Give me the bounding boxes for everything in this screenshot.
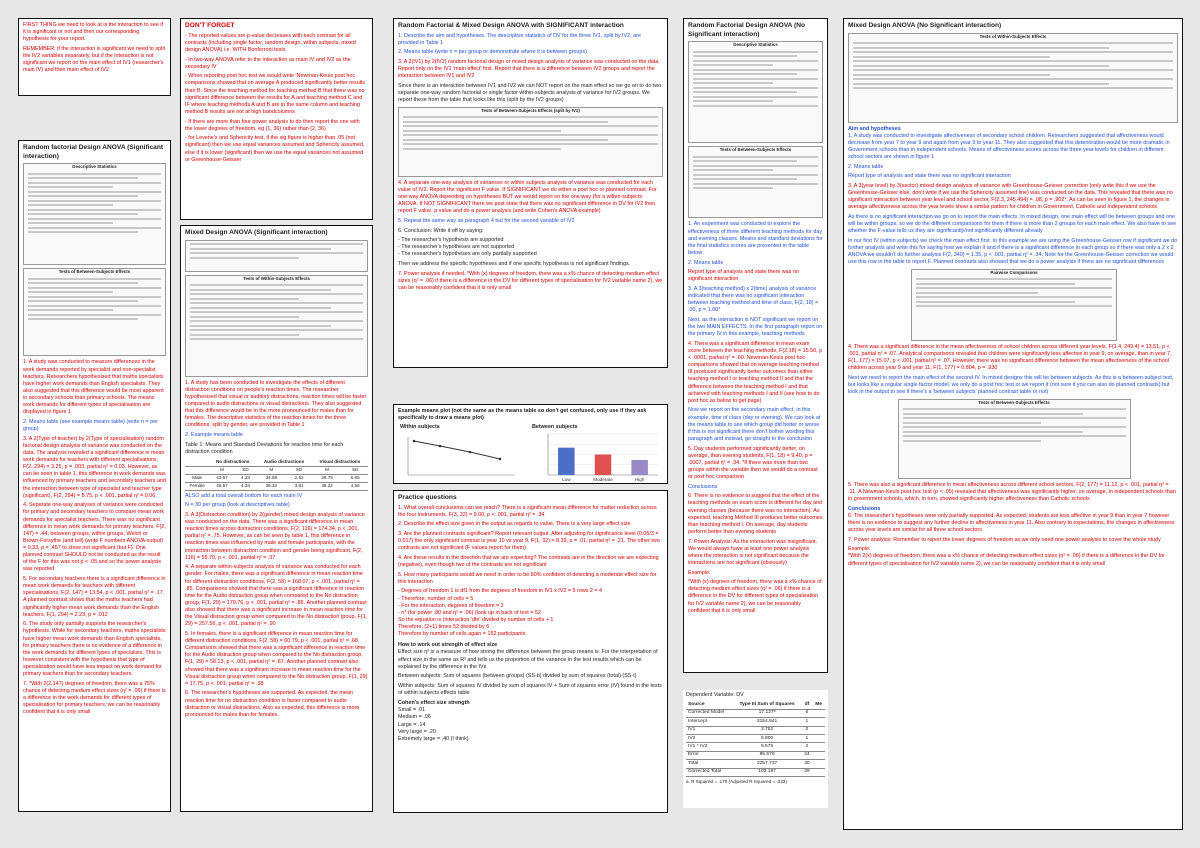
table-row: [686, 743, 825, 751]
col4-point: 1. An experiment was conducted to explore the effectiveness of three different teaching methods for day and evening classes. Means and standard deviations for the final statistics scores are presented in the table below: [688, 221, 823, 256]
means-cell: 36.32: [256, 482, 286, 490]
cohen-item: Very large = .20: [398, 728, 436, 735]
line-point: [413, 440, 416, 443]
spss-cell: 103.187: [733, 768, 802, 776]
spss-cell: [812, 735, 825, 743]
means-table-header: [185, 458, 209, 466]
col5-para1: As there is no significant interaction we go on to report the main effects. In mixed design, one main effect will be between groups and one will be within groups, so we do the different comparisons for them if there is more than 2 groups for each main effect. We also have to see whether the F-value tells us they are significantly/not significantly different already: [848, 214, 1177, 235]
effect-size-text: Effect size η² is a measure of how strong the difference between the group means is. For the interpretation of effect size in the same as R² and tells us the proportion of the variance in the test results which can be explained by the difference in the IVs: [398, 649, 658, 670]
col5-para3: 5. There was also a significant difference in mean affectiveness across different school sectors, F(2, 177) = 11.12, p < .001, partial η² = .11. A Newman-Keuls post-hoc test (p < .05) revealed that affectiveness was significantly higher, on average, in independent schools than in government schools, which, in turn, showed significantly higher affectiveness than Catholic schools: [848, 481, 1176, 503]
power-text: 7. Power analysis: Remember to report the lower degrees of freedom as we only need one power analysis to cover the whole study: [848, 536, 1161, 543]
col5-para2: 4. There was a significant difference in the mean affectiveness of school children across different year levels, F(1.4, 249.4) = 13.51, p < .001, partial η² = .07. Analytical comparisons revealed that children were significantly less affective in year 9, on average, than in year 7, F(1, 177) = 15.07, p < .001, partial η² = .07. However, there was no significant difference between the mean affectiveness of the school children across year 9 and year 11, F(1, 177) = 0.804, p = .930: [848, 343, 1172, 372]
cohen-item: Extremely large = .40 (I think): [398, 735, 469, 742]
means-cell: 43.57: [209, 474, 235, 482]
table-row: [686, 768, 825, 776]
means-table-subheader: SD: [235, 466, 256, 474]
col2-mixed-design-box: [180, 225, 373, 812]
dont-forget-item: - When reporting post hoc test we would write 'Newman-Keuls post hoc comparisons showed that on average A produced significantly better results than B. Since the teaching method for teaching method B that there was no significant difference between the results for A and teaching method C and IF where teaching methods A and B are in the same column and teaching method B results are not at high bandcolumns: [185, 73, 366, 115]
spss-cell: [812, 726, 825, 734]
col5-mixed-no-sig-box: [843, 18, 1183, 830]
spss-cell: 2: [801, 743, 812, 751]
col4-point: Now we report on the secondary main effect, in this example, time of class (day or evening). We can look at the means table to see which group did better or worse if this is not significant there don't bother wording this paragraph and instead, go straight to the conclusion: [688, 407, 821, 442]
line-series: [414, 441, 500, 459]
between-subjects-bar-chart: [532, 431, 662, 483]
col2-after-2: N = 30 per group (look at descriptives table): [185, 502, 290, 509]
spss-cell: IV1: [686, 726, 733, 734]
dont-forget-item: - The reported values are p-value decreases with each contrast for all contrasts (including single factor, random design, within subjects, mixed design ANOVA) i.e. WITH Bonferroni tests: [185, 32, 356, 53]
spss-cell: 6.800: [733, 735, 802, 743]
spss-cell: Error: [686, 751, 733, 759]
spss-output-table: Pairwise Comparisons: [911, 269, 1118, 341]
col4-point: 5. Day students performed significantly better, on average, than evening students, F(1, 18) = 9.40, p = .0007, partial η² = .34. *If there was more than two groups within the variable then we would do a contrast or post hoc comparison: [688, 445, 818, 481]
practice-line: Therefore, (2+1) times 52 divided by 6: [398, 624, 490, 631]
means-cell: 3.81: [286, 482, 311, 490]
spss-header: df: [801, 701, 812, 709]
col2-after-1: ALSO add a total overall bottom for each main IV: [185, 492, 303, 499]
table-row: [686, 735, 825, 743]
col1-random-factorial-box: [18, 140, 171, 812]
spss-cell: 17.127ᵃ: [733, 709, 802, 717]
means-cell: 2.52: [286, 474, 311, 482]
practice-line: - Degrees of freedom 1 is df1 from the degrees of freedom in IV1 x IV2 = 5 rows 2 = 4: [398, 588, 603, 595]
col3-tail-1: 4. A separate one-way analysis of variances or within subjects analysis of variance was conducted for each value of IV2. Report the significant F value. If SIGNIFICANT we do either a post hoc or planned contrast. For one-way ANOVA depending on hypotheses BUT we would report on the one-way (for a within-subjects ANOVA. If NOT SIGNIFICANT there we post state that there was no significant difference in DV for IV2 then report F value, p value and do a power analysis (and write Cohen's ANOVA example): [398, 179, 657, 215]
spss-cell: IV1 * IV2: [686, 743, 733, 751]
spss-cell: [812, 768, 825, 776]
col4-no-sig-box: [683, 18, 828, 673]
practice-line: - Therefore, number of cells = 5: [398, 595, 474, 602]
col4-point: Report type of analysis and state there was no significant interaction: [688, 269, 799, 283]
means-table-subheader: SD: [342, 466, 368, 474]
spss-cell: 1: [801, 735, 812, 743]
means-cell: 38.22: [312, 482, 343, 490]
col3-tail-6: - The researcher's hypotheses are only partially supported: [398, 251, 537, 258]
spss-header: Source: [686, 701, 733, 709]
effect-size-title: How to work out strength of effect size: [398, 642, 498, 649]
spss-output-table: [185, 240, 368, 272]
col4-point: 4. There was a significant difference in mean exam score between the teaching methods, F(2,18) = 15.50, p < .0001, partial η² = .60. Newman-Keuls post hoc comparisons showed that on average teaching method III produced significantly better outcomes than either teaching method I or teaching method II and that the difference between the teaching method I and that achieved with teaching methods I and II (see how to do post hoc as below to get page): [688, 340, 823, 404]
col3-tail-2: 5. Repeat the same way as paragraph 4 but for the second variable of IV2: [398, 217, 575, 224]
bar-low: [558, 448, 575, 475]
means-table-header: No distractions: [209, 458, 256, 466]
spss-cell: [812, 709, 825, 717]
means-cell: 4.56: [342, 482, 368, 490]
spss-cell: [812, 760, 825, 768]
col1-point-3: 3. A 2(Type of teacher) by 2(Type of specialisation) random factorial design analysis of variance was conducted on the data. The analysis revealed a significant difference in mean work demands for teachers with different specialisations, F(2, 294) = 3.25, p = .003, partial η² = 0.03. However, as can be seen in table 1, this difference in work demands was influenced by primary teachers and secondary teachers and the interaction between type of specialist and teacher type (significant), F(2, 294) = 8.75, p < .001, partial η² = 0.06: [23, 435, 166, 499]
spss-cell: IV2: [686, 735, 733, 743]
spss-anova-table: [686, 701, 825, 777]
table-row: [686, 718, 825, 726]
means-table-subheader: [185, 466, 209, 474]
spss-header: Me: [812, 701, 825, 709]
spss-cell: [812, 718, 825, 726]
col3-tail-4: - The researcher's hypothesis are supported: [398, 237, 504, 244]
spss-cell: 30: [801, 760, 812, 768]
bar-tick-label: Moderate: [593, 477, 613, 482]
col4-point: Next, as the interaction is NOT significant we report on the two MAIN EFFECTS. In the first paragraph report on the primary IV in this example, teaching methods: [688, 316, 823, 338]
means-table-subheader: SD: [286, 466, 311, 474]
col4-point: 3. A 3(teaching method) x 2(time) analysis of variance indicated that there was no significant interaction between teaching method and time of class, F(2, 18) = .00, p = 1.00*: [688, 285, 819, 314]
spss-output-table: Descriptive Statistics: [688, 41, 823, 143]
spss-cell: 2: [801, 726, 812, 734]
means-table-subheader: M: [209, 466, 235, 474]
col3-anova-sig-box: [393, 18, 668, 368]
col4-point: 7. Power Analysis: As the interaction was insignificant. We would always have at least one power analysis where the interaction is not significant because the interactions are not significant (obviously): [688, 538, 818, 566]
spss-output-table: Tests of Between-Subjects Effects: [898, 399, 1131, 479]
practice-line: - For the interaction, degrees of freedom = 2: [398, 602, 504, 609]
spss-cell: Corrected Total: [686, 768, 733, 776]
col1-intro-p1: FIRST THING we need to look at is the interaction to see if it is significant or not and then our corresponding hypothesis for your report.: [23, 22, 164, 43]
table-row: [185, 474, 368, 482]
col1-point-2: 2. Means table (see example means table) (write n = per group): [23, 418, 158, 433]
means-cell: 28.79: [312, 474, 343, 482]
col2-after-5: 5. In females, there is a significant difference in mean reaction time for different distraction conditions, F(2, 58) = 60.79, p < .001, partial η² = .68. Comparisons showed that there was a significant difference in reaction time for the Audio distraction group when compared to the No distraction group, F(1, 29) = 58.13, p < .001, partial η² = .67. Another planned contrast also showed that there was a significant increase in mean reaction time for the Visual distraction group when compared to the No distraction group, F(1, 29) = 17.75, p < .001, partial η² = .38: [185, 630, 368, 687]
bar-tick-label: High: [634, 477, 645, 482]
col1-intro-box: [18, 18, 171, 96]
spss-cell: 24: [801, 751, 812, 759]
col1-point-6: 6. The study only partially supports the researcher's hypothesis. While for secondary teachers, maths specialists have higher mean work demands than English specialists, for primary teachers there is no evidence of a difference in the work demands for different types of specialists. This is however consistent with the hypothesis that type of specialisation would have less impact on work demand for primary teachers than for secondary teachers.: [23, 621, 166, 678]
col5-section-title: Mixed Design ANOVA (No Significant interaction): [848, 22, 1002, 29]
conclusions-text: 6. The researcher's hypotheses were only partially supported. As expected, students are less affective in year 9 than in year 7 however there is no evidence to suggest any further decline in affectiveness in year 11. Also contrary to expectations, the changes in affectiveness across year levels are similar for all three school sectors: [848, 512, 1175, 534]
line-point: [469, 451, 472, 454]
col1-intro-p2: REMEMBER: if the interaction is significant we need to split the IV2 variables separately, but if the interaction is not significant we report on the main effect of IV1 (researcher's main IV) and then main effect of IV2: [23, 45, 166, 74]
aim-title: Aim and hypotheses: [848, 125, 901, 132]
spss-cell: Intercept: [686, 718, 733, 726]
means-cell: 4.34: [235, 482, 256, 490]
practice-line: - n* (for power .80 and η² = .06) (look up in back of text = 52: [398, 609, 541, 616]
means-cell: 4.23: [235, 474, 256, 482]
col1-point-1: 1. A study was conducted to measure differences in the work demands reported by specialist and non-specialist teachers. Researchers hypothesised that maths specialists have higher work demands than English specialists. They also suggested that this difference would be most apparent in secondary schools than primary schools. The means work demands for different types of specialisation are displayed in figure 1: [23, 359, 164, 416]
practice-q2: 2. Describe the effect size given in the output as regards to value. There is a very large effect size: [398, 521, 631, 528]
aim-text: 1. A study was conducted to investigate affectiveness of secondary school children. Researchers suggested that affectiveness would decrease from year 7 to year 9 and again from year 9 to year 11. They also suggested that this deterioration would be more dramatic in Government schools than in independent schools. Means of affectiveness scores across the three year levels for children in different school sectors are shown in figure 1: [848, 132, 1170, 161]
between-subjects-label: Between subjects: [532, 424, 578, 430]
spss-output-table: Tests of Between-Subjects Effects: [23, 268, 166, 356]
table-row: [686, 709, 825, 717]
col2-table-caption: Table 1: Means and Standard Deviations for reaction time for each distraction condition: [185, 441, 344, 455]
conclusions-title: Conclusions: [848, 505, 881, 512]
dont-forget-item: - for Levene's and Sphericity test, if the sig figure is higher than .05 (not significant) then we use equal variances assumed and Sphericity assumed, else if it is lower (significant) then we use the equal variances not assumed or Greenhouse-Geisser: [185, 135, 365, 163]
means-cell: Male: [185, 474, 209, 482]
col3-means-plot-box: [393, 404, 668, 484]
bar-tick-label: Low: [562, 477, 571, 482]
spss-output-table: Tests of Within-Subjects Effects: [848, 33, 1178, 123]
col5-para1: 3. A 3(year level) by 3(sector) mixed design analysis of variance with Greenhouse-Geisser correction (only write this if we use the Greenhouse-Geisser else, don't write if we use the Sphericity assumed line) was conducted on the data. This revealed that there was no significant interaction between year level and school sector, F(2.3, 245.494) = .08, p = .902*. As can be seen in figure 1, the changes in average affectiveness across the year levels show a similar pattern for children in Government, Catholic and Independent schools: [848, 183, 1173, 211]
spss-cell: 29: [801, 768, 812, 776]
col4-point: 6. There is no evidence to suggest that the effect of the teaching methods on exam score is different for day and evening classes (because there was no interaction). As expected, teaching Method III produces better outcomes than teaching method I. On average, day students perform better than evening students: [688, 493, 823, 535]
col4-point: 2. Means table: [688, 259, 724, 266]
bar-moderate: [595, 455, 612, 476]
cohen-item: Small = .01: [398, 707, 426, 714]
means-cell: 45.57: [209, 482, 235, 490]
spss-cell: 6: [801, 709, 812, 717]
col3-head-4: Since there is an interaction between IV1 and IV2 we can NOT report on the main effect so we go on to do two separate one-way random factorial or single factor within-subjects analysis of variance for IV2 groups. We report these from the table that looks like this (split by the IV2 groups): [398, 82, 662, 104]
dont-forget-item: - In two-way ANOVA refer to the interaction as main IV and IV2 as the secondary IV: [185, 56, 351, 70]
power-text: *With 2(x) degrees of freedom, there was a x% chance of detecting medium effect sizes (η² = .06) if there is a difference in the DV for different types of specialisation for IV2 variable name 2), we can be reasonably confident that it is only small: [848, 553, 1165, 567]
col3-tail-7: Then we address the specific hypotheses and if one specific hypothesis is not significant findings.: [398, 261, 631, 268]
practice-q5: 5. How many participants would we need in order to be 80% confident of detecting a moderate effect size for this interaction: [398, 571, 657, 585]
col1-point-5: 5. For secondary teachers there is a significant difference in mean work demands for teachers with different specialisations, F(2, 147) = 13.54, p < .001, partial η² = .17. A planned contrast shows that the maths teachers had significantly higher mean work demands than the English teachers, F(1, 294) = 2.23, p = .012: [23, 576, 166, 618]
table-row: [686, 751, 825, 759]
col3-head-1: 1. Describe the aim and hypotheses. The descriptive statistics of DV for the three IV1, split by IV2, are provided in Table 1: [398, 32, 641, 46]
spss-cell: 1: [801, 718, 812, 726]
effect-size-text: Between subjects: Sum of squares (between groups) (SS-b) divided by sum of squares (total) (SS-t): [398, 673, 637, 680]
col4-point: Conclusions: [688, 483, 718, 490]
col1-section-title: Random factorial Design ANOVA (Significant interaction): [23, 144, 164, 160]
spss-cell: 3154.541: [733, 718, 802, 726]
spss-dv-title: Dependent Variable: DV: [686, 692, 744, 698]
spss-cell: 3.752: [733, 726, 802, 734]
means-table-label: 2. Means table: [848, 163, 884, 170]
means-table-header: Visual distractions: [312, 458, 368, 466]
col2-dont-forget-box: [180, 18, 373, 220]
spss-output-table: Tests of Between-Subjects Effects: [688, 146, 823, 218]
means-plot-title: Example means plot (not the same as the means table so don't get confused, only use if they ask specifically to draw a means plot): [398, 408, 647, 422]
spss-footnote: a. R Squared = .170 (Adjusted R Squared = .033): [686, 779, 787, 785]
dont-forget-item: - If there are more than four power analysis to do then report the one with the lower degrees of freedom, eg (1, 36) rather than (2, 36): [185, 118, 360, 132]
spss-cell: 3257.737: [733, 760, 802, 768]
spss-output-table: Descriptive Statistics: [23, 163, 166, 265]
practice-q4: 4. Are these results in the direction that we are expecting? The contrasts are in the direction we are expecting (negative), even though two of the contrasts are not significant: [398, 554, 659, 569]
bar-high: [631, 460, 648, 475]
col4-point: Example:: [688, 569, 711, 576]
means-table-subheader: M: [256, 466, 286, 474]
practice-q3: 3. Are the planned contrasts significant? Report relevant output. After adjusting for significance level (0.05/3 = 0.017) the only significant contrast is year 10 vs year 9, F(1, 32) = 8.39, p = .01, partial η² = .21. The other two contrasts are not significant (F values report for them): [398, 531, 660, 552]
means-table: [185, 458, 368, 490]
spss-cell: Corrected Model: [686, 709, 733, 717]
spss-cell: 6.575: [733, 743, 802, 751]
col4-point: *With (x) degrees of freedom, there was a x% chance of detecting medium effect sizes (η² = .06) if there is a difference in the DV for different types of specialisation for IV2 variable name 2), we can be reasonably confident that it is only small: [688, 579, 822, 614]
col5-para2: Next we need to report the main effect of the second IV. In mixed designs this will be between subjects. As this is a between-subject test, but looks like a regular single factor model, we only do a post hoc test or we report it (not sure if you can also do planned contrasts) but look in the output to see if there's a 'between subjects' planned contrast table or not): [848, 374, 1174, 396]
line-point: [499, 458, 502, 461]
cohen-item: Large = .14: [398, 721, 426, 728]
power-text: Example:: [848, 546, 871, 553]
means-cell: 5.65: [342, 474, 368, 482]
table-row: [686, 760, 825, 768]
col3-tail-8: 7. Power analysis if needed. *With (x) degrees of freedom, there was a x% chance of detecting medium effect sizes (η² = .06) if there is a difference in the DV for different types of specialisation for IV2 variable name 2), we can be reasonably confident that it is only small: [398, 270, 663, 291]
col4-section-title: Random Factorial Design ANOVA (No Significant interaction): [688, 22, 805, 38]
col2-after-6: 6. The researcher's hypotheses are supported. As expected, the mean reaction time for no distraction condition is faster compared to audio distraction or visual distractions. Also as expected, this difference is more pronounced for males than for females.: [185, 690, 360, 718]
means-table-subheader: M: [312, 466, 343, 474]
means-cell: 34.68: [256, 474, 286, 482]
line-point: [439, 445, 442, 448]
effect-size-text: Within subjects: Sum of squares IV divided by sum of squares IV + Sum of squares error (IV) found in the tests of within subjects effects table: [398, 682, 662, 697]
practice-title: Practice questions: [398, 494, 457, 501]
col2-point-2: 2. Example means table: [185, 432, 243, 439]
spss-output-table: Tests of Between-Subjects Effects (split by IV2): [398, 107, 663, 177]
spss-cell: Total: [686, 760, 733, 768]
col3-head-2: 2. Means table (write n = per group or demonstrate where it is between groups): [398, 49, 587, 56]
col5-para1: Report type of analysis and state there was no significant interaction: [848, 173, 1011, 180]
within-subjects-label: Within subjects: [400, 424, 440, 430]
table-row: [686, 726, 825, 734]
col2-section-title: Mixed Design ANOVA (Significant interaction): [185, 229, 328, 236]
means-cell: Female: [185, 482, 209, 490]
table-row: [185, 482, 368, 490]
col3-tail-5: - The researcher's hypotheses are not supported: [398, 244, 515, 251]
col1-point-7: 7. *With 2(2,147) degrees of freedom, there was a 75% chance of detecting medium effect sizes (η² = .06) if there is a difference in the work demands for different types of specialisation for primary teachers, we can be reasonably confident that it is only small: [23, 680, 166, 716]
col3-practice-box: [393, 490, 668, 813]
spss-cell: [812, 751, 825, 759]
col2-point-1: 1. A study has been conducted to investigate the effects of different distraction conditions on people's reaction times. The researcher hypothesised that visual or auditory distractions, reaction times will be faster compared to audio distractions or visual distractions. They also suggested that this difference would be in the more pronounced for males than for females. The descriptive statistics of the reaction times for the three conditions, split by gender, are provided in Table 1: [185, 379, 367, 429]
col2-after-3: 3. A 3(Distraction condition) by 2(gender) mixed design analysis of variance was conducted on the data. There was a significant difference in mean reaction times across distraction conditions, F(2, 116) = 174.34, p < .001, partial η² = .75. However, as can be seen by table 1, this difference in reaction times was influenced by male and female participants, with the interaction between distraction condition and gender being significant, F(2, 116) = 55.70, p < .001, partial η² = .37: [185, 511, 365, 561]
means-table-header: Audio distractions: [256, 458, 312, 466]
practice-line: So the equation is (interaction 'dfe' divided by number of cells + 1: [398, 616, 554, 623]
spss-output-table: Tests of Within-Subjects Effects: [185, 275, 368, 377]
practice-q1: 1. What overall conclusions can we reach? There is a significant mean difference for matter reduction across the four instruments. F(3, 32) = 9.00, p < .001, partial η² = .34: [398, 504, 657, 518]
practice-line: Therefore by number of cells again = 152 participants: [398, 631, 526, 638]
col2-after-4: 4. A separate within-subjects analysis of variance was conducted for each gender. For males, there was a significant difference in mean reaction time for different distraction conditions, F(2, 58) = 168.07, p < .001, partial η² = .85. Comparisons showed that there was a significant difference in reaction time for the Audio distraction group when compared to the No distraction group, F(1, 29) = 179.76, p < .001, partial η² = .86. Another planned contrast also showed that there was a significant increase in mean reaction time for the Visual distraction group when compared to the No distraction group, F(1, 29) = 257.56, p < .001, partial η² = .90: [185, 564, 368, 628]
spss-cell: [812, 743, 825, 751]
within-subjects-line-chart: [400, 433, 520, 481]
col1-point-4: 4. Separate one-way analyses of variance were conducted for primary and secondary teachers to compare mean work demands for specialist teachers. There was no significant difference in mean work demands for primary teachers, F(2, 147) = .44, between groups, within groups, Welch or Brown-Forsythe (and tell) (write F numbers ANOVA output) = 0.33, p = .457 to show not significant (but F). One planned contrast SHOULD not be conducted as the result of the F for this was not p < .05 and so the power analysis was reported: [23, 502, 166, 573]
col3-tail-3: 6. Conclusion: Write it off by saying:: [398, 227, 484, 234]
col5-para1: In our first IV (within subjects) we check the main effect first. In this example we are using the Greenhouse-Geisser row if significant we do further analysis and write this for saying how we explain it and if there is a significant difference in each group so if there was only a 2 x 2 ANOVA we wouldn't do further analysis F(2, 340) = 1.35, p < .001, partial η² = .34. Note for the Greenhouse-Geisser correction we would use this row in the table to report F. Planned contrasts also showed that we do a power analysis if there are no significant differences: [848, 237, 1178, 266]
col3-section-title: Random Factorial & Mixed Design ANOVA with SIGNIFICANT interaction: [398, 22, 624, 29]
spss-header: Type III Sum of Squares: [733, 701, 802, 709]
cohen-item: Medium = .06: [398, 714, 431, 721]
spss-cell: 85.570: [733, 751, 802, 759]
col3-head-3: 3. A 2(IV1) by 2(IV2) random factorial design or mixed design analysis of variance was conducted on the data. Report only on the IV1 'main effect' first. Report that there is a difference between IV2 groups and report the interaction between IV1 and IV2: [398, 59, 660, 80]
col4-spss-table-box: [683, 690, 828, 808]
cohen-title: Cohen's effect size strength: [398, 700, 470, 707]
dont-forget-title: DON'T FORGET: [185, 22, 235, 29]
